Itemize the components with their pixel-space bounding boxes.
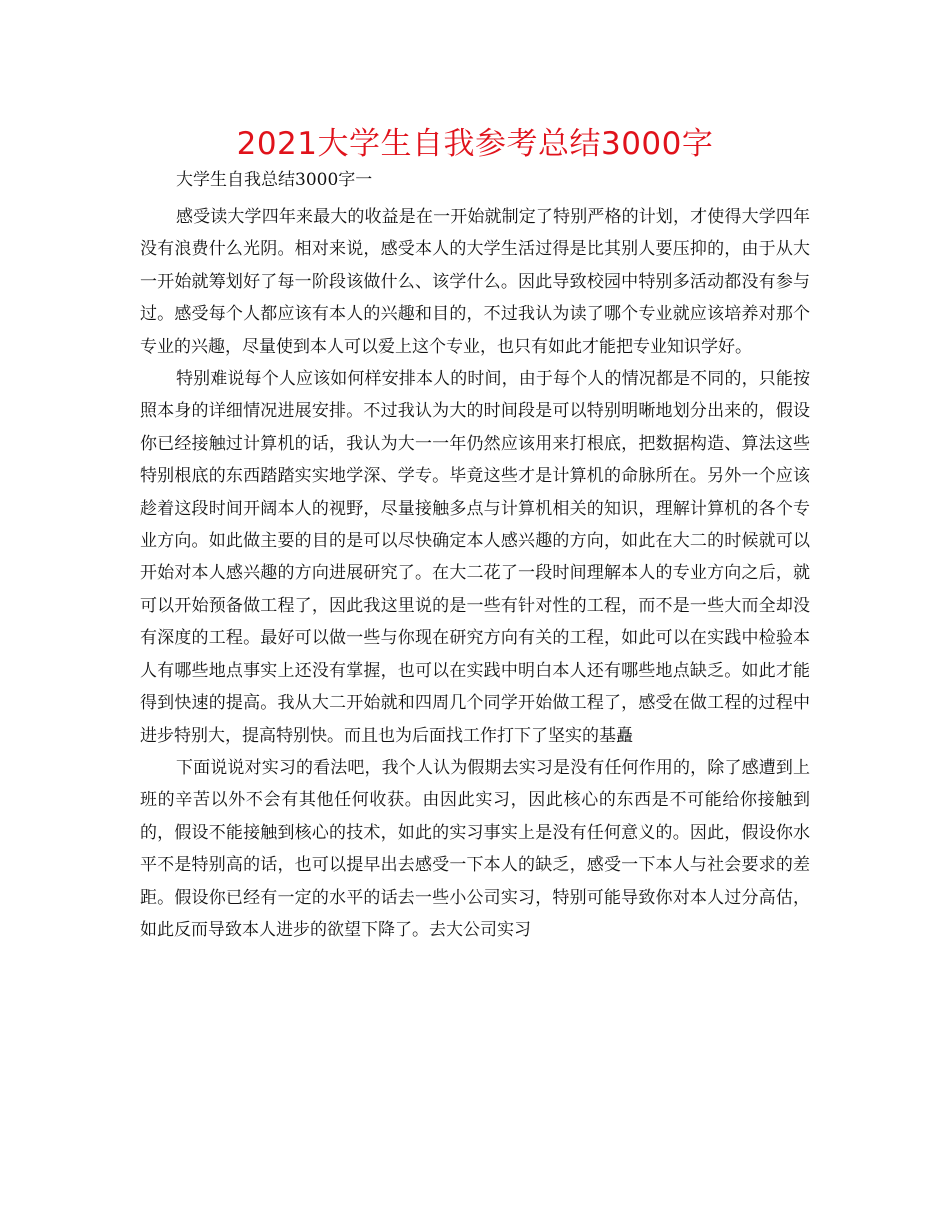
document-subtitle: 大学生自我总结3000字一 bbox=[176, 170, 373, 190]
document-title: 2021大学生自我参考总结3000字 bbox=[236, 126, 714, 162]
document-body bbox=[140, 167, 810, 946]
paragraph: 下面说说对实习的看法吧，我个人认为假期去实习是没有任何作用的，除了感遭到上班的辛苦以外不会有其他任何收获。由因此实习，因此核心的东西是不可能给你接触到的，假设不能接触到核心的技术，如此的实习事实上是没有任何意义的。因此，假设你水平不是特别高的话，也可以提早出去感受一下本人的缺乏，感受一下本人与社会要求的差距。假设你已经有一定的水平的话去一些小公司实习，特别可能导致你对本人过分高估，如此反而导致本人进步的欲望下降了。去大公司实习 bbox=[140, 757, 810, 940]
paragraph: 特别难说每个人应该如何样安排本人的时间，由于每个人的情况都是不同的，只能按照本身的详细情况进展安排。不过我认为大的时间段是可以特别明晰地划分出来的，假设你已经接触过计算机的话，我认为大一一年仍然应该用来打根底，把数据构造、算法这些特别根底的东西踏踏实实地学深、学专。毕竟这些才是计算机的命脉所在。另外一个应该趁着这段时间开阔本人的视野，尽量接触多点与计算机相关的知识，理解计算机的各个专业方向。如此做主要的目的是可以尽快确定本人感兴趣的方向，如此在大二的时候就可以开始对本人感兴趣的方向进展研究了。在大二花了一段时间理解本人的专业方向之后，就可以开始预备做工程了，因此我这里说的是一些有针对性的工程，而不是一些大而全却没有深度的工程。最好可以做一些与你现在研究方向有关的工程，如此可以在实践中检验本人有哪些地点事实上还没有掌握，也可以在实践中明白本人还有哪些地点缺乏。如此才能得到快速的提高。我从大二开始就和四周几个同学开始做工程了，感受在做工程的过程中进步特别大，提高特别快。而且也为后面找工作打下了坚实的基矗 bbox=[140, 369, 810, 746]
paragraph: 感受读大学四年来最大的收益是在一开始就制定了特别严格的计划，才使得大学四年没有浪费什么光阴。相对来说，感受本人的大学生活过得是比其别人要压抑的，由于从大一开始就筹划好了每一阶段该做什么、该学什么。因此导致校园中特别多活动都没有参与过。感受每个人都应该有本人的兴趣和目的，不过我认为读了哪个专业就应该培养对那个专业的兴趣，尽量使到本人可以爱上这个专业，也只有如此才能把专业知识学好。 bbox=[140, 207, 810, 357]
